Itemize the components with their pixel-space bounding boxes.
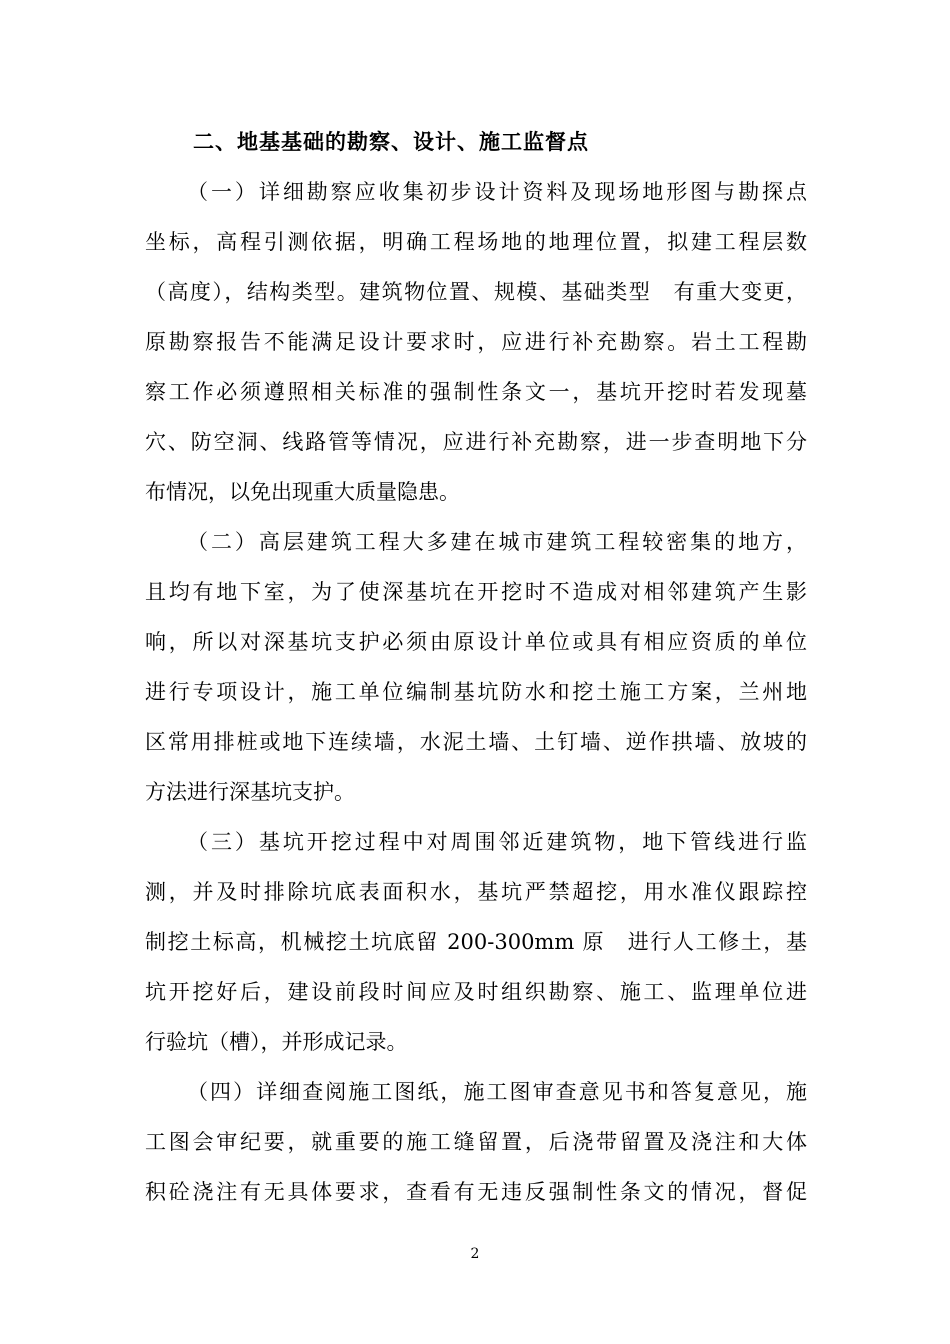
paragraph-4-line: （四）详细查阅施工图纸，施工图审查意见书和答复意见，施 — [187, 1080, 807, 1104]
paragraph-1-line: 察工作必须遵照相关标准的强制性条文一，基坑开挖时若发现墓 — [145, 380, 807, 404]
paragraph-3-line: 制挖土标高，机械挖土坑底留 200-300mm 原 进行人工修土，基 — [145, 930, 807, 954]
paragraph-2-line: 区常用排桩或地下连续墙，水泥土墙、土钉墙、逆作拱墙、放坡的 — [145, 730, 807, 754]
paragraph-3-line: （三）基坑开挖过程中对周围邻近建筑物，地下管线进行监 — [187, 830, 807, 854]
paragraph-1-line: （一）详细勘察应收集初步设计资料及现场地形图与勘探点 — [187, 180, 807, 204]
paragraph-1-line: 穴、防空洞、线路管等情况，应进行补充勘察，进一步查明地下分 — [145, 430, 807, 454]
paragraph-1-line: 坐标，高程引测依据，明确工程场地的地理位置，拟建工程层数 — [145, 230, 807, 254]
page-number: 2 — [470, 1246, 480, 1262]
paragraph-2-line: 响，所以对深基坑支护必须由原设计单位或具有相应资质的单位 — [145, 630, 807, 654]
section-heading: 二、地基基础的勘察、设计、施工监督点 — [193, 129, 589, 154]
paragraph-1-line: 原勘察报告不能满足设计要求时，应进行补充勘察。岩土工程勘 — [145, 330, 807, 354]
paragraph-3-line: 测，并及时排除坑底表面积水，基坑严禁超挖，用水准仪跟踪控 — [145, 880, 807, 904]
paragraph-3-line: 坑开挖好后，建设前段时间应及时组织勘察、施工、监理单位进 — [145, 980, 807, 1004]
paragraph-1-line: 布情况，以免出现重大质量隐患。 — [145, 480, 460, 504]
paragraph-1-line: （高度），结构类型。建筑物位置、规模、基础类型 有重大变更， — [145, 280, 807, 304]
paragraph-2-line: 进行专项设计，施工单位编制基坑防水和挖土施工方案，兰州地 — [145, 680, 807, 704]
paragraph-3-line: 行验坑（槽），并形成记录。 — [145, 1030, 408, 1054]
paragraph-4-line: 工图会审纪要，就重要的施工缝留置，后浇带留置及浇注和大体 — [145, 1130, 807, 1154]
paragraph-2-line: 且均有地下室，为了使深基坑在开挖时不造成对相邻建筑产生影 — [145, 580, 807, 604]
paragraph-4-line: 积砼浇注有无具体要求，查看有无违反强制性条文的情况，督促 — [145, 1180, 807, 1204]
paragraph-2-line: 方法进行深基坑支护。 — [145, 780, 355, 804]
paragraph-2-line: （二）高层建筑工程大多建在城市建筑工程较密集的地方， — [187, 530, 807, 554]
